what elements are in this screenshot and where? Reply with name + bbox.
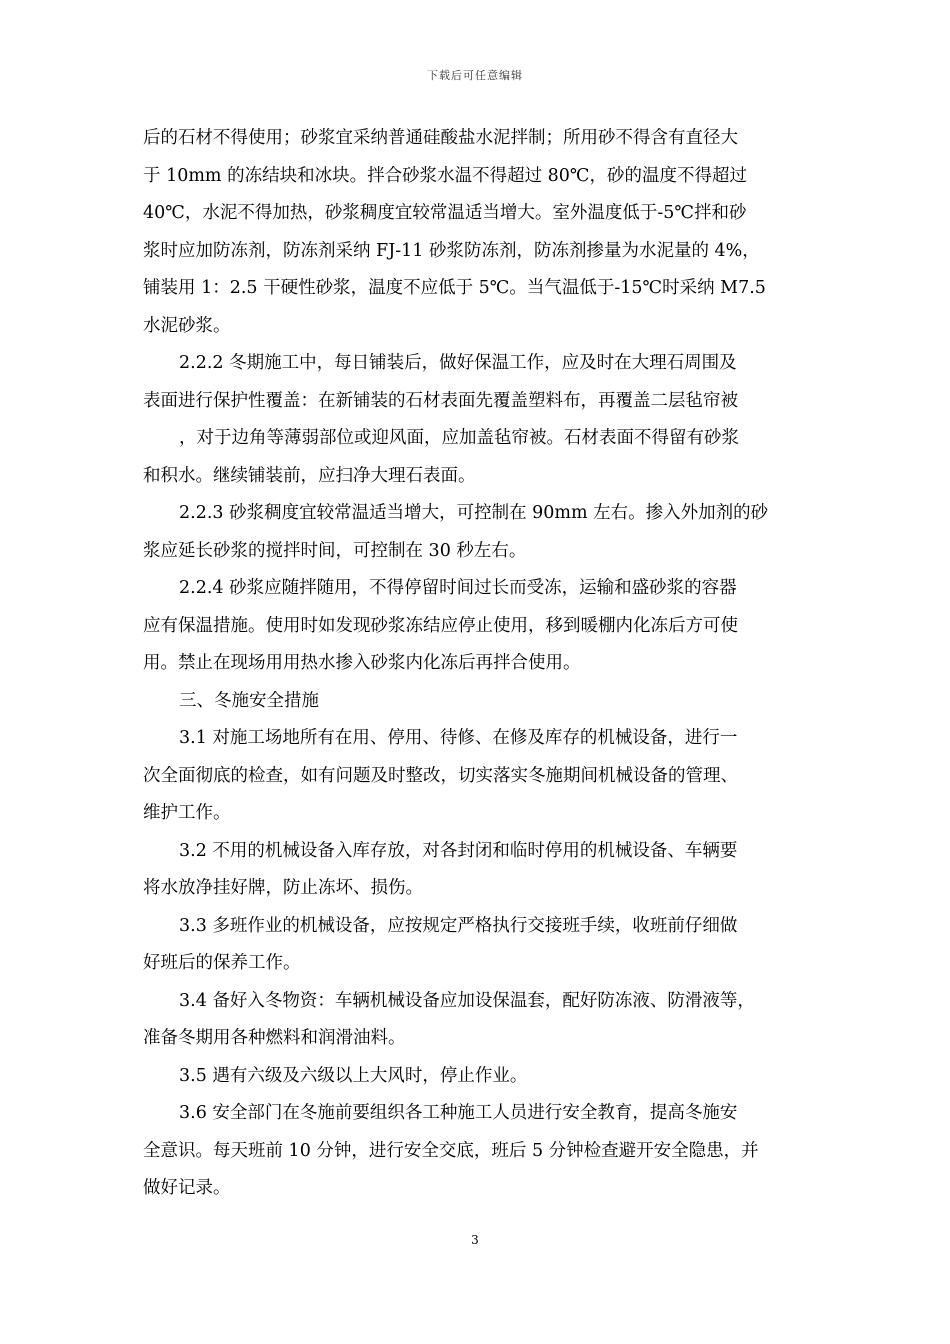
text-line: 全意识。每天班前 10 分钟，进行安全交底，班后 5 分钟检查避开安全隐患，并 (143, 1140, 759, 1161)
text-line: 水泥砂浆。 (143, 315, 231, 336)
text-line: 将水放净挂好牌，防止冻坏、损伤。 (143, 878, 423, 898)
text-line: 应有保温措施。使用时如发现砂浆冻结应停止使用，移到暖棚内化冻后方可使 (143, 615, 738, 636)
text-line: 40℃，水泥不得加热，砂浆稠度宜较常温适当增大。室外温度低于-5℃拌和砂 (143, 203, 747, 223)
body-text (143, 120, 808, 1208)
text-line: 3.3 多班作业的机械设备，应按规定严格执行交接班手续，收班前仔细做 (179, 915, 738, 936)
page-header: 下载后可任意编辑 (427, 69, 523, 82)
text-line: 后的石材不得使用；砂浆宜采纳普通硅酸盐水泥拌制；所用砂不得含有直径大 (143, 128, 738, 148)
text-line: 于 10mm 的冻结块和冰块。拌合砂浆水温不得超过 80℃，砂的温度不得超过 (143, 165, 747, 186)
text-line: 表面进行保护性覆盖：在新铺装的石材表面先覆盖塑料布，再覆盖二层毡帘被 (143, 390, 738, 411)
text-line: 3.4 备好入冬物资：车辆机械设备应加设保温套，配好防冻液、防滑液等， (179, 990, 755, 1011)
page-number: 3 (471, 1233, 479, 1247)
text-line: 铺装用 1：2.5 干硬性砂浆，温度不应低于 5℃。当气温低于-15℃时采纳 M7.5 (143, 278, 766, 298)
text-line: 2.2.4 砂浆应随拌随用，不得停留时间过长而受冻，运输和盛砂浆的容器 (179, 578, 737, 598)
text-line: 3.6 安全部门在冬施前要组织各工种施工人员进行安全教育，提高冬施安 (179, 1103, 738, 1123)
text-line: 浆应延长砂浆的搅拌时间，可控制在 30 秒左右。 (143, 540, 527, 561)
text-line: 3.1 对施工场地所有在用、停用、待修、在修及库存的机械设备，进行一 (179, 728, 738, 748)
text-line: 3.5 遇有六级及六级以上大风时，停止作业。 (179, 1065, 528, 1086)
text-line: 和积水。继续铺装前，应扫净大理石表面。 (143, 465, 476, 486)
text-line: 好班后的保养工作。 (143, 953, 301, 973)
text-line: 做好记录。 (143, 1178, 231, 1198)
text-line: 浆时应加防冻剂，防冻剂采纳 FJ-11 砂浆防冻剂，防冻剂掺量为水泥量的 4%， (143, 240, 760, 261)
text-line: 3.2 不用的机械设备入库存放，对各封闭和临时停用的机械设备、车辆要 (179, 840, 738, 861)
text-line: 2.2.3 砂浆稠度宜较常温适当增大，可控制在 90mm 左右。掺入外加剂的砂 (179, 503, 769, 523)
text-line: 维护工作。 (143, 803, 231, 823)
text-line: 三、冬施安全措施 (179, 690, 319, 711)
text-line: 用。禁止在现场用用热水掺入砂浆内化冻后再拌合使用。 (143, 653, 581, 673)
text-line: 准备冬期用各种燃料和润滑油料。 (143, 1028, 406, 1048)
text-line: 2.2.2 冬期施工中，每日铺装后，做好保温工作，应及时在大理石周围及 (179, 353, 737, 373)
text-line: 次全面彻底的检查，如有问题及时整改，切实落实冬施期间机械设备的管理、 (143, 765, 738, 786)
text-line: ，对于边角等薄弱部位或迎风面，应加盖毡帘被。石材表面不得留有砂浆 (179, 428, 739, 448)
